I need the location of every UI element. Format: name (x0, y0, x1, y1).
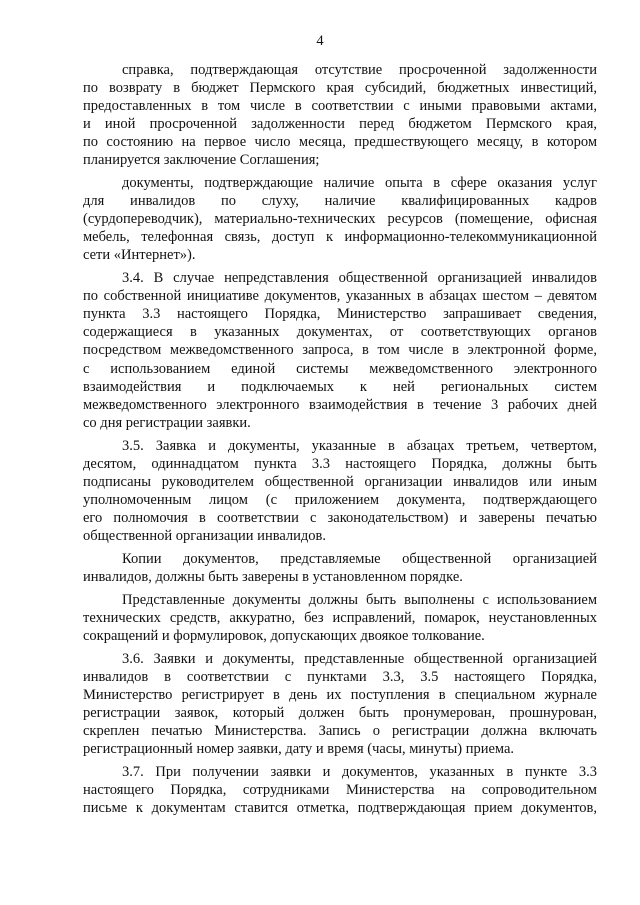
text-line: 3.6. Заявки и документы, представленные общественной организацией (122, 651, 597, 667)
text-line: предоставленных в том числе в соответствии с иными правовыми актами, (83, 98, 597, 114)
text-line: сети «Интернет»). (83, 247, 196, 263)
text-line: с использованием единой системы межведомственного электронного (83, 361, 597, 377)
text-line: для инвалидов по слуху, наличие квалифицированных кадров (83, 193, 597, 209)
text-line: по собственной инициативе документов, указанных в абзацах шестом – девятом (83, 288, 597, 304)
text-line: посредством межведомственного запроса, в том числе в электронной форме, (83, 342, 597, 358)
text-line: со дня регистрации заявки. (83, 415, 251, 431)
text-line: общественной организации инвалидов. (83, 528, 327, 544)
text-line: технических средств, аккуратно, без исправлений, помарок, неустановленных (83, 610, 597, 626)
text-line: письме к документам ставится отметка, подтверждающая прием документов, (83, 800, 597, 816)
text-line: инвалидов в соответствии с пунктами 3.3, 3.5 настоящего Порядка, (83, 669, 597, 685)
text-line: инвалидов, должны быть заверены в установленном порядке. (83, 569, 463, 585)
text-line: Представленные документы должны быть выполнены с использованием (122, 592, 597, 608)
text-line: сокращений и формулировок, допускающих двоякое толкование. (83, 628, 485, 644)
text-line: взаимодействия и подключаемых к ней региональных систем (83, 379, 597, 395)
text-line: регистрационный номер заявки, дату и время (часы, минуты) приема. (83, 741, 515, 757)
text-line: десятом, одиннадцатом пункта 3.3 настоящего Порядка, должны быть (83, 456, 597, 472)
text-line: и иной просроченной задолженности перед бюджетом Пермского края, (83, 116, 597, 132)
text-line: (сурдопереводчик), материально-технических ресурсов (помещение, офисная (83, 211, 597, 227)
text-line: мебель, телефонная связь, доступ к информационно-телекоммуникационной (83, 229, 597, 245)
text-line: подписаны руководителем общественной организации инвалидов или иным (83, 474, 597, 490)
text-line: 3.5. Заявка и документы, указанные в абзацах третьем, четвертом, (122, 438, 597, 454)
text-line: регистрации заявок, который должен быть пронумерован, прошнурован, (83, 705, 597, 721)
text-line: 3.4. В случае непредставления общественной организацией инвалидов (122, 270, 597, 286)
text-line: уполномоченным лицом (с приложением документа, подтверждающего (83, 492, 597, 508)
text-line: по возврату в бюджет Пермского края субсидий, бюджетных инвестиций, (83, 80, 597, 96)
text-line: 3.7. При получении заявки и документов, указанных в пункте 3.3 (122, 764, 597, 780)
text-line: содержащиеся в указанных документах, от соответствующих органов (83, 324, 597, 340)
text-line: настоящего Порядка, сотрудниками Министерства на сопроводительном (83, 782, 597, 798)
text-line: справка, подтверждающая отсутствие просроченной задолженности (122, 62, 597, 78)
text-line: по состоянию на первое число месяца, предшествующего месяцу, в котором (83, 134, 597, 150)
text-line: межведомственного электронного взаимодействия в течение 3 рабочих дней (83, 397, 597, 413)
text-line: его полномочия в соответствии с законодательством) и заверены печатью (83, 510, 597, 526)
text-line: планируется заключение Соглашения; (83, 152, 320, 168)
text-line: Министерство регистрирует в день их поступления в специальном журнале (83, 687, 597, 703)
text-line: пункта 3.3 настоящего Порядка, Министерство запрашивает сведения, (83, 306, 597, 322)
text-line: скреплен печатью Министерства. Запись о регистрации должна включать (83, 723, 597, 739)
text-line: документы, подтверждающие наличие опыта в сфере оказания услуг (122, 175, 597, 191)
page-number: 4 (316, 33, 324, 49)
text-line: Копии документов, представляемые общественной организацией (122, 551, 597, 567)
